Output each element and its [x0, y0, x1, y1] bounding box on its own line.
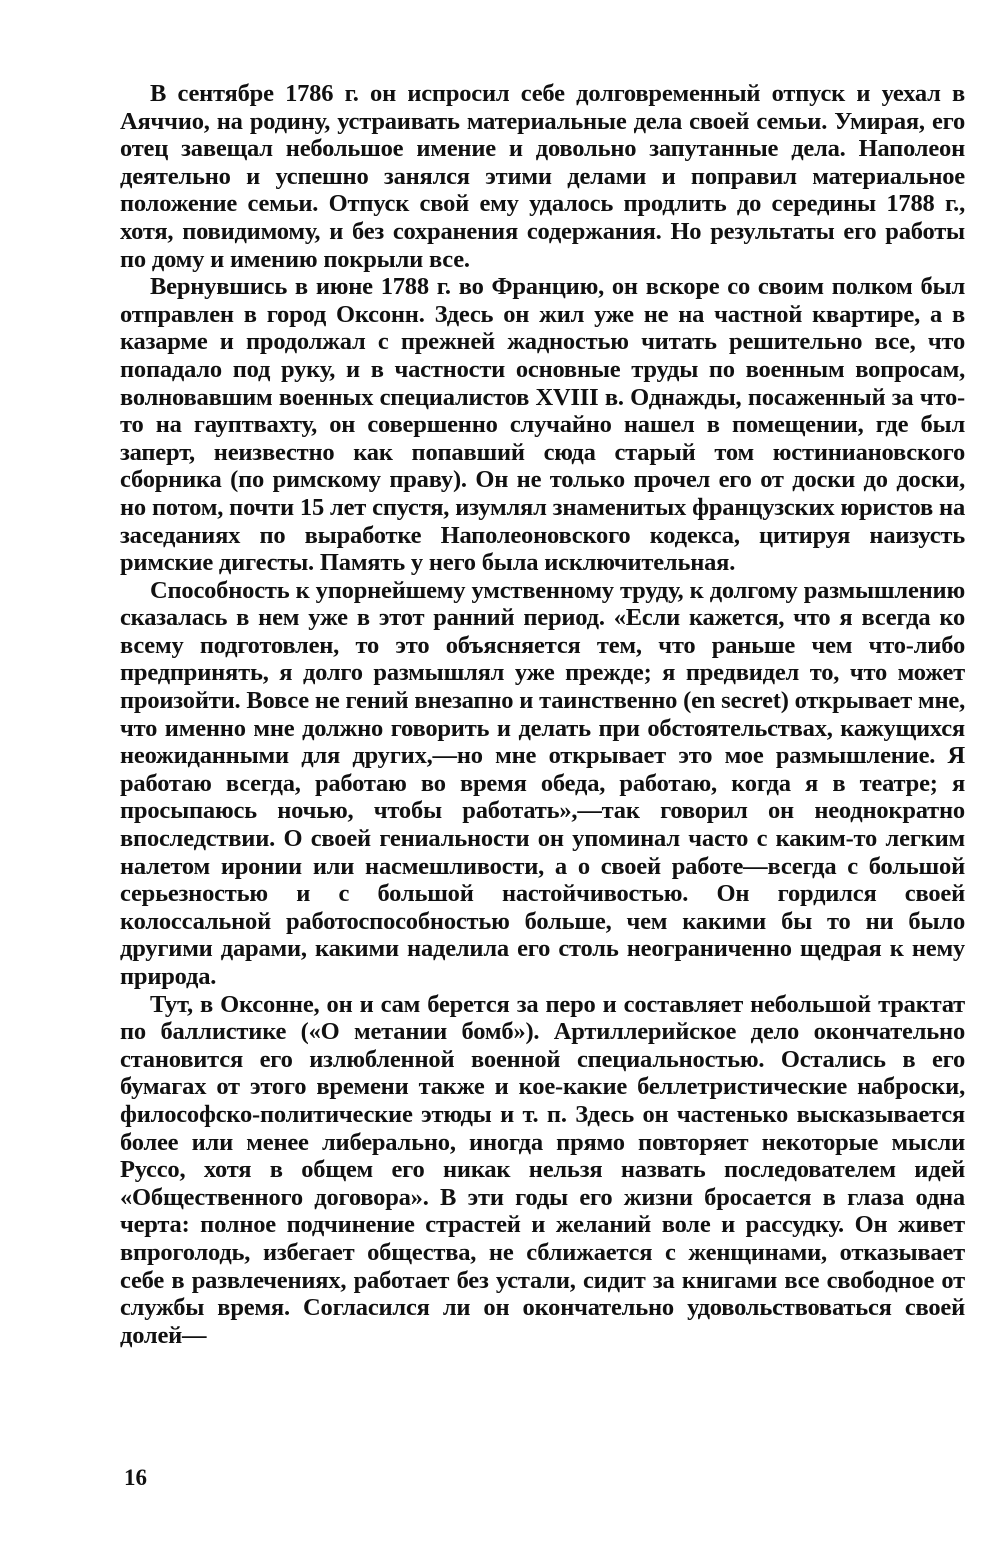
paragraph-3: Способность к упорнейшему умственному труду, к долгому размышлению сказалась в нем уже в этот ранний период. «Если кажется, что я всегда ко всему подготовлен, то это объясняется тем, что раньше чем что-либо предпринять, я долго размышлял уже прежде; я предвидел то, что может произойти. Вовсе не гений внезапно и таинственно (en secret) открывает мне, что именно мне должно говорить и делать при обстоятельствах, кажущихся неожиданными для других,—но мне открывает это мое размышление. Я работаю всегда, работаю во время обеда, работаю, когда я в театре; я просыпаюсь ночью, чтобы работать»,—так говорил он неоднократно впоследствии. О своей гениальности он упоминал часто с каким-то легким налетом иронии или насмешливости, а о своей работе—всегда с большой серьезностью и с большой настойчивостью. Он гордился своей колоссальной работоспособностью больше, чем какими бы то ни было другими дарами, какими наделила его столь неограниченно щедрая к нему природа. [120, 576, 965, 990]
paragraph-1: В сентябре 1786 г. он испросил себе долговременный отпуск и уехал в Аяччио, на родину, устраивать материальные дела своей семьи. Умирая, его отец завещал небольшое имение и довольно запутанные дела. Наполеон деятельно и успешно занялся этими делами и поправил материальное положение семьи. Отпуск свой ему удалось продлить до середины 1788 г., хотя, повидимому, и без сохранения содержания. Но результаты его работы по дому и имению покрыли все. [120, 80, 965, 273]
paragraph-4: Тут, в Оксонне, он и сам берется за перо и составляет небольшой трактат по баллистике («О метании бомб»). Артиллерийское дело окончательно становится его излюбленной военной специальностью. Остались в его бумагах от этого времени также и кое-какие беллетристические наброски, философско-политические этюды и т. п. Здесь он частенько высказывается более или менее либерально, иногда прямо повторяет некоторые мысли Руссо, хотя в общем его никак нельзя назвать последователем идей «Общественного договора». В эти годы его жизни бросается в глаза одна черта: полное подчинение страстей и желаний воле и рассудку. Он живет впроголодь, избегает общества, не сближается с женщинами, отказывает себе в развлечениях, работает без устали, сидит за книгами все свободное от службы время. Согласился ли он окончательно удовольствоваться своей долей— [120, 990, 965, 1349]
main-text [120, 80, 965, 1349]
page-number: 16 [124, 1465, 147, 1490]
paragraph-2: Вернувшись в июне 1788 г. во Францию, он вскоре со своим полком был отправлен в город Оксонн. Здесь он жил уже не на частной квартире, а в казарме и продолжал с прежней жадностью читать решительно все, что попадало под руку, и в частности основные труды по военным вопросам, волновавшим военных специалистов XVIII в. Однажды, посаженный за что-то на гауптвахту, он совершенно случайно нашел в помещении, где был заперт, неизвестно как попавший сюда старый том юстиниановского сборника (по римскому праву). Он не только прочел его от доски до доски, но потом, почти 15 лет спустя, изумлял знаменитых французских юристов на заседаниях по выработке Наполеоновского кодекса, цитируя наизусть римские дигесты. Память у него была исключительная. [120, 273, 965, 577]
